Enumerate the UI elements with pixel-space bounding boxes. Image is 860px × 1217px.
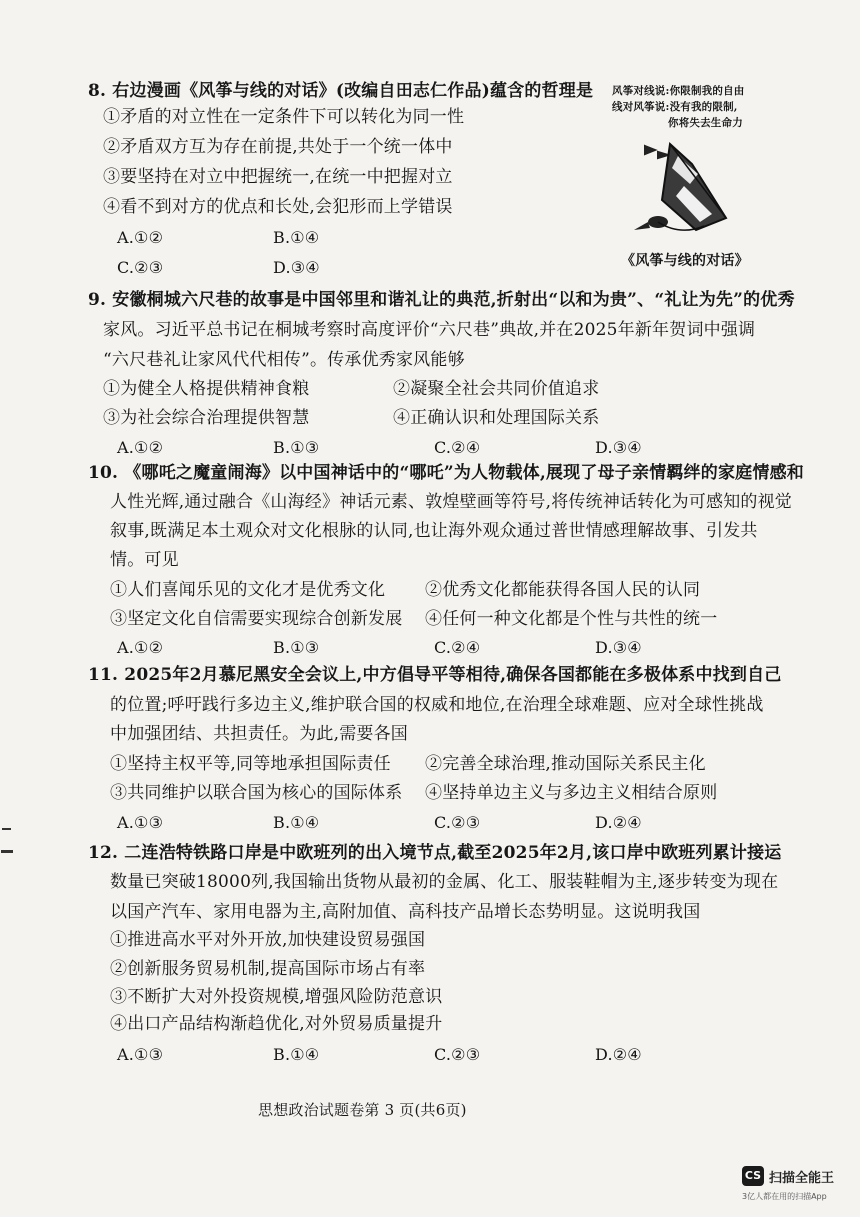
q12-choice-b: B.①④	[273, 1045, 320, 1064]
q10-item-2: ②优秀文化都能获得各国人民的认同	[425, 580, 701, 600]
q8-choice-d: D.③④	[273, 258, 320, 277]
comic-text-line-2: 线对风筝说:没有我的限制,	[612, 101, 738, 113]
knot-icon	[634, 216, 668, 230]
q8-stem: 8. 右边漫画《风筝与线的对话》(改编自田志仁作品)蕴含的哲理是	[88, 81, 594, 101]
q11-item-3: ③共同维护以联合国为核心的国际体系	[110, 783, 403, 803]
q11-item-4: ④坚持单边主义与多边主义相结合原则	[425, 783, 718, 803]
q9-item-4: ④正确认识和处理国际关系	[393, 408, 600, 428]
comic-caption: 《风筝与线的对话》	[621, 253, 749, 269]
q10-item-4: ④任何一种文化都是个性与共性的统一	[425, 609, 718, 629]
q11-item-1: ①坚持主权平等,同等地承担国际责任	[110, 754, 391, 774]
q10-choice-b: B.①③	[273, 638, 320, 657]
comic-text-line-3: 你将失去生命力	[668, 117, 743, 129]
q10-choice-d: D.③④	[595, 638, 642, 657]
q11-choice-c: C.②③	[434, 813, 481, 832]
q8-choice-b: B.①④	[273, 228, 320, 247]
scanner-watermark	[742, 1166, 850, 1210]
q11-stem-line-2: 的位置;呼吁践行多边主义,维护联合国的权威和地位,在治理全球难题、应对全球性挑战	[110, 695, 764, 715]
q8-choice-c: C.②③	[117, 258, 164, 277]
q10-stem-line-3: 叙事,既满足本土观众对文化根脉的认同,也让海外观众通过普世情感理解故事、引发共	[110, 521, 758, 541]
q12-stem-line-1: 12. 二连浩特铁路口岸是中欧班列的出入境节点,截至2025年2月,该口岸中欧班列累计接运	[88, 843, 782, 863]
q9-stem-line-2: 家风。习近平总书记在桐城考察时高度评价“六尺巷”典故,并在2025年新年贺词中强调	[103, 320, 756, 340]
q11-stem-line-1: 11. 2025年2月慕尼黑安全会议上,中方倡导平等相待,确保各国都能在多极体系中找到自己	[88, 665, 782, 685]
kite-icon	[662, 144, 726, 230]
q8-item-1: ①矛盾的对立性在一定条件下可以转化为同一性	[103, 107, 465, 127]
kite-comic-illustration	[600, 126, 760, 246]
q11-stem-line-3: 中加强团结、共担责任。为此,需要各国	[110, 724, 409, 744]
q9-choice-d: D.③④	[595, 438, 642, 457]
q10-stem-line-1: 10. 《哪吒之魔童闹海》以中国神话中的“哪吒”为人物载体,展现了母子亲情羁绊的家庭情感和	[88, 463, 804, 483]
q11-item-2: ②完善全球治理,推动国际关系民主化	[425, 754, 706, 774]
q9-item-2: ②凝聚全社会共同价值追求	[393, 379, 600, 399]
q10-item-1: ①人们喜闻乐见的文化才是优秀文化	[110, 580, 386, 600]
scanner-tagline: 3亿人都在用的扫描App	[742, 1192, 827, 1201]
q9-item-1: ①为健全人格提供精神食粮	[103, 379, 310, 399]
q12-choice-c: C.②③	[434, 1045, 481, 1064]
q12-item-1: ①推进高水平对外开放,加快建设贸易强国	[110, 930, 426, 950]
q9-choice-a: A.①②	[117, 438, 164, 457]
q12-choice-a: A.①③	[117, 1045, 164, 1064]
q9-stem-line-3: “六尺巷礼让家风代代相传”。传承优秀家风能够	[103, 350, 465, 370]
bird-icon	[645, 146, 668, 158]
q9-stem-line-1: 9. 安徽桐城六尺巷的故事是中国邻里和谐礼让的典范,折射出“以和为贵”、“礼让为先”的优秀	[88, 290, 795, 310]
q8-item-4: ④看不到对方的优点和长处,会犯形而上学错误	[103, 197, 453, 217]
q12-stem-line-2: 数量已突破18000列,我国输出货物从最初的金属、化工、服装鞋帽为主,逐步转变为现在	[110, 872, 779, 892]
scanner-app-name: 扫描全能王	[769, 1171, 835, 1186]
q10-choice-a: A.①②	[117, 638, 164, 657]
q8-choice-a: A.①②	[117, 228, 164, 247]
page-footer: 思想政治试题卷第 3 页(共6页)	[258, 1101, 467, 1119]
q8-item-2: ②矛盾双方互为存在前提,共处于一个统一体中	[103, 137, 453, 157]
q12-item-2: ②创新服务贸易机制,提高国际市场占有率	[110, 959, 426, 979]
q10-item-3: ③坚定文化自信需要实现综合创新发展	[110, 609, 403, 629]
q9-item-3: ③为社会综合治理提供智慧	[103, 408, 310, 428]
scanner-logo-icon: CS	[742, 1166, 764, 1186]
q10-choice-c: C.②④	[434, 638, 481, 657]
q12-item-4: ④出口产品结构渐趋优化,对外贸易质量提升	[110, 1014, 443, 1034]
q9-choice-b: B.①③	[273, 438, 320, 457]
q10-stem-line-2: 人性光辉,通过融合《山海经》神话元素、敦煌壁画等符号,将传统神话转化为可感知的视觉	[110, 492, 793, 512]
q12-stem-line-3: 以国产汽车、家用电器为主,高附加值、高科技产品增长态势明显。这说明我国	[110, 902, 701, 922]
q9-choice-c: C.②④	[434, 438, 481, 457]
q10-stem-line-4: 情。可见	[110, 550, 179, 570]
scan-artifact-mark	[2, 828, 11, 830]
q11-choice-d: D.②④	[595, 813, 642, 832]
q12-choice-d: D.②④	[595, 1045, 642, 1064]
q8-item-3: ③要坚持在对立中把握统一,在统一中把握对立	[103, 167, 453, 187]
comic-text-line-1: 风筝对线说:你限制我的自由	[612, 85, 745, 97]
q11-choice-b: B.①④	[273, 813, 320, 832]
scan-artifact-mark	[1, 850, 13, 853]
q12-item-3: ③不断扩大对外投资规模,增强风险防范意识	[110, 987, 443, 1007]
q11-choice-a: A.①③	[117, 813, 164, 832]
